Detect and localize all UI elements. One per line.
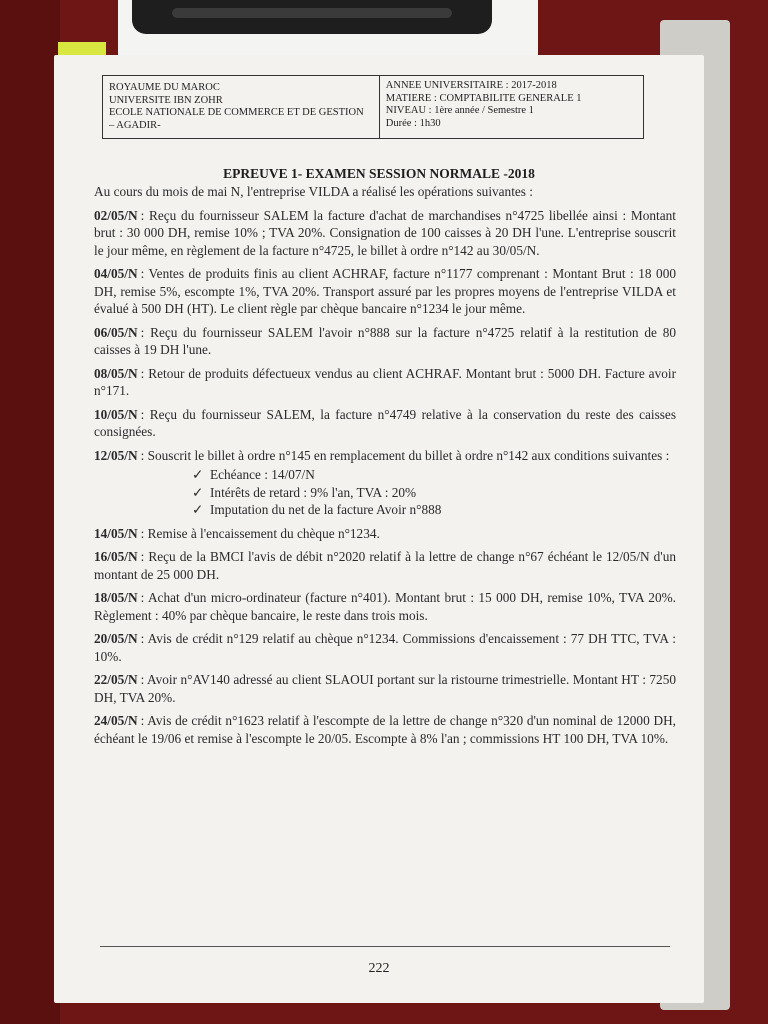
operation-item <box>94 406 676 441</box>
operation-date: 16/05/N <box>94 549 138 564</box>
operation-date: 06/05/N <box>94 324 138 340</box>
operation-date: 18/05/N <box>94 590 138 605</box>
course-info-line: MATIERE : COMPTABILITE GENERALE 1 <box>385 92 582 104</box>
operation-item <box>94 447 676 465</box>
operation-text: : Reçu du fournisseur SALEM, la facture n°4749 relative à la conservation du reste des caisses consignées. <box>94 406 676 439</box>
operation-text: : Achat d'un micro-ordinateur (facture n°401). Montant brut : 15 000 DH, remise 10%, TVA 20%. Règlement : 40% par chèque bancaire, le reste dans trois mois. <box>94 590 676 623</box>
intro-text: Au cours du mois de mai N, l'entreprise VILDA a réalisé les opérations suivantes : <box>94 184 533 199</box>
institution-line: – AGADIR- <box>109 119 161 131</box>
institution-line: ROYAUME DU MAROC <box>109 82 220 93</box>
operation-text: : Souscrit le billet à ordre n°145 en remplacement du billet à ordre n°142 aux conditions suivantes : <box>140 447 670 463</box>
header-box <box>102 75 644 139</box>
operation-item <box>94 207 676 260</box>
operation-item <box>94 671 676 706</box>
operation-text: : Reçu de la BMCI l'avis de débit n°2020 relatif à la lettre de change n°67 échéant le 12/05/N d'un montant de 25 000 DH. <box>94 549 676 582</box>
institution-block <box>103 76 380 138</box>
condition-item <box>192 466 676 484</box>
operation-date: 04/05/N <box>94 266 138 281</box>
condition-item <box>192 484 676 502</box>
exam-title: EPREUVE 1- EXAMEN SESSION NORMALE -2018 <box>223 166 535 181</box>
exam-content <box>94 183 676 753</box>
operation-date: 20/05/N <box>94 631 138 646</box>
operation-text: : Reçu du fournisseur SALEM l'avoir n°888 sur la facture n°4725 relatif à la restitution de 80 caisses à 19 DH l'une. <box>94 324 676 357</box>
checkmark-icon: ✓ <box>192 502 204 517</box>
operation-date: 22/05/N <box>94 672 138 687</box>
operation-text: : Avoir n°AV140 adressé au client SLAOUI portant sur la ristourne trimestrielle. Montant HT : 7250 DH, TVA 20%. <box>94 672 676 705</box>
operation-item <box>94 324 676 359</box>
operation-text: : Avis de crédit n°1623 relatif à l'escompte de la lettre de change n°320 d'un nominal de 12000 DH, échéant le 19/06 et remise à l'escompte le 20/05. Escompte à 8% l'an ; commissions HT 100 DH, TVA 10%. <box>94 713 676 746</box>
operation-date: 24/05/N <box>94 713 138 728</box>
institution-line: UNIVERSITE IBN ZOHR <box>109 94 223 106</box>
operation-date: 02/05/N <box>94 207 138 223</box>
conditions-list <box>192 466 676 519</box>
condition-text: Intérêts de retard : 9% l'an, TVA : 20% <box>210 484 417 500</box>
background-left-edge <box>0 0 60 1024</box>
operation-item <box>94 365 676 400</box>
course-info-line: ANNEE UNIVERSITAIRE : 2017-2018 <box>385 80 557 91</box>
institution-line: ECOLE NATIONALE DE COMMERCE ET DE GESTION <box>109 107 364 118</box>
exam-page <box>54 55 704 1003</box>
footer-divider <box>100 946 670 947</box>
operation-date: 10/05/N <box>94 406 138 422</box>
operation-date: 14/05/N <box>94 525 138 541</box>
operation-text: : Avis de crédit n°129 relatif au chèque n°1234. Commissions d'encaissement : 77 DH TTC, TVA : 10%. <box>94 631 676 664</box>
operation-date: 12/05/N <box>94 447 138 463</box>
course-info-block <box>380 76 643 138</box>
page-number: 222 <box>368 961 390 976</box>
operation-item <box>94 630 676 665</box>
binder-clip <box>132 0 492 34</box>
operation-date: 08/05/N <box>94 365 138 381</box>
condition-text: Echéance : 14/07/N <box>210 467 315 482</box>
course-info-line: Durée : 1h30 <box>385 117 441 129</box>
operation-item <box>94 265 676 318</box>
operation-text: : Reçu du fournisseur SALEM la facture d'achat de marchandises n°4725 libellée ainsi : Montant brut : 30 000 DH, remise 10% ; TVA 20%. Consignation de 100 caisses à 20 DH l'une. L'entreprise souscrit le jour même, en règlement de la facture n°4725, le billet à ordre n°142 au 30/05/N. <box>94 207 676 258</box>
checkmark-icon: ✓ <box>192 467 204 482</box>
operation-text: : Remise à l'encaissement du chèque n°1234. <box>140 525 380 541</box>
condition-text: Imputation du net de la facture Avoir n°888 <box>210 502 442 517</box>
operation-item <box>94 712 676 747</box>
operation-text: : Ventes de produits finis au client ACHRAF, facture n°1177 comprenant : Montant Brut : 18 000 DH, remise 5%, escompte 1%, TVA 20%. Transport assuré par les propres moyens de l'entreprise VILDA et évalué à 500 DH (HT). Le client règle par chèque bancaire n°1234 le jour même. <box>94 266 676 316</box>
operation-item <box>94 548 676 583</box>
checkmark-icon: ✓ <box>192 484 204 500</box>
course-info-line: NIVEAU : 1ère année / Semestre 1 <box>385 105 534 116</box>
operation-item <box>94 525 676 543</box>
operation-text: : Retour de produits défectueux vendus au client ACHRAF. Montant brut : 5000 DH. Facture avoir n°171. <box>94 365 676 398</box>
condition-item <box>192 501 676 519</box>
operation-item <box>94 589 676 624</box>
